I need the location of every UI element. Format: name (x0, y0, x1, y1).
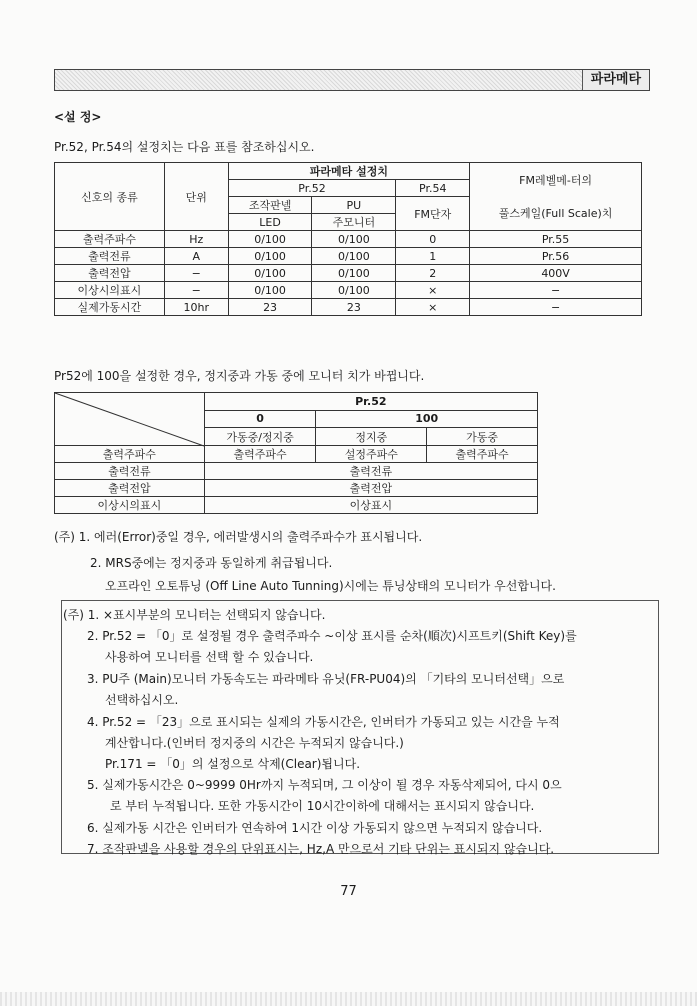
cell-pu: 0/100 (312, 282, 396, 299)
note2-line: 7. 조작판넬을 사용할 경우의 단위표시는, Hz,A 만으로서 기타 단위는 표시되지 않습니다. (87, 842, 555, 856)
cell: 출력주파수 (427, 446, 538, 463)
header-pr52: Pr.52 (228, 180, 396, 197)
cell-pr54: 2 (396, 265, 470, 282)
table-row (55, 248, 642, 265)
header-fm: FM레벨메-터의 (470, 163, 642, 197)
note2-line: 선택하십시오. (105, 693, 179, 707)
header-run: 가동중 (427, 428, 538, 446)
cell-merged: 출력전압 (204, 480, 537, 497)
header-bar (54, 69, 650, 91)
header-pr52: Pr.52 (204, 393, 537, 411)
cell-merged: 출력전류 (204, 463, 537, 480)
table-row (55, 231, 642, 248)
note2-line: 계산합니다.(인버터 정지중의 시간은 누적되지 않습니다.) (105, 736, 404, 750)
cell-led: 0/100 (228, 265, 312, 282)
cell-signal: 이상시의표시 (55, 282, 165, 299)
row-label: 출력주파수 (55, 446, 205, 463)
diagonal-line (54, 392, 206, 448)
table-row (55, 463, 538, 480)
monitor-table-wrap (54, 392, 538, 516)
cell-unit: Hz (164, 231, 228, 248)
note1-2b: 오프라인 오토튜닝 (Off Line Auto Tunning)시에는 튜닝상태의 모니터가 우선합니다. (105, 579, 556, 593)
cell-led: 0/100 (228, 231, 312, 248)
row-label: 출력전류 (55, 463, 205, 480)
mid-text: Pr52에 100을 설정한 경우, 정지중과 가동 중에 모니터 치가 바뀝니다. (54, 369, 425, 383)
cell-fm: 400V (470, 265, 642, 282)
note2-line: (주) 1. ×표시부분의 모니터는 선택되지 않습니다. (63, 608, 326, 622)
cell-fm: − (470, 282, 642, 299)
header-pu-2: 주모니터 (312, 214, 396, 231)
cell-pr54: × (396, 299, 470, 316)
cell-unit: − (164, 282, 228, 299)
cell-unit: 10hr (164, 299, 228, 316)
cell: 출력주파수 (204, 446, 316, 463)
cell-pu: 0/100 (312, 248, 396, 265)
cell-unit: A (164, 248, 228, 265)
cell-fm: − (470, 299, 642, 316)
scan-edge (0, 992, 697, 1006)
cell-led: 0/100 (228, 282, 312, 299)
header-param: 파라메타 설정치 (228, 163, 470, 180)
table-row (55, 446, 538, 463)
intro-text: Pr.52, Pr.54의 설정치는 다음 표를 참조하십시오. (54, 140, 315, 154)
header-led-2: LED (228, 214, 312, 231)
settings-table (54, 162, 642, 316)
cell-fm: Pr.55 (470, 231, 642, 248)
cell-signal: 출력전압 (55, 265, 165, 282)
cell-signal: 실제가동시간 (55, 299, 165, 316)
row-label: 이상시의표시 (55, 497, 205, 514)
table-row (55, 265, 642, 282)
header-unit: 단위 (164, 163, 228, 231)
cell-pu: 23 (312, 299, 396, 316)
note2-line: 사용하여 모니터를 선택 할 수 있습니다. (105, 650, 314, 664)
note2-line: 2. Pr.52 = 「0」로 설정될 경우 출력주파수 ~이상 표시를 순차(順次)시프트키(Shift Key)를 (87, 629, 577, 643)
note2-line: Pr.171 = 「0」의 설정으로 삭제(Clear)됩니다. (105, 757, 361, 771)
table-row (55, 282, 642, 299)
header-fm-2: 풀스케일(Full Scale)치 (470, 197, 642, 231)
header-fm-terminal: FM단자 (396, 197, 470, 231)
note2-line: 3. PU주 (Main)모니터 가동속도는 파라메타 유닛(FR-PU04)의 「기타의 모니터선택」으로 (87, 672, 565, 686)
header-signal: 신호의 종류 (55, 163, 165, 231)
table-row (55, 497, 538, 514)
cell-unit: − (164, 265, 228, 282)
cell-fm: Pr.56 (470, 248, 642, 265)
cell-signal: 출력주파수 (55, 231, 165, 248)
cell: 설정주파수 (316, 446, 427, 463)
note2-line: 5. 실제가동시간은 0~9999 0Hr까지 누적되며, 그 이상이 될 경우 자동삭제되어, 다시 0으 (87, 778, 562, 792)
header-pr54: Pr.54 (396, 180, 470, 197)
cell-signal: 출력전류 (55, 248, 165, 265)
cell-merged: 이상표시 (204, 497, 537, 514)
cell-pr54: × (396, 282, 470, 299)
table-row (55, 299, 642, 316)
header-0: 0 (204, 410, 316, 428)
note2-line: 로 부터 누적됩니다. 또한 가동시간이 10시간이하에 대해서는 표시되지 않습니다. (110, 799, 535, 813)
cell-led: 23 (228, 299, 312, 316)
note2-line: 6. 실제가동 시간은 인버터가 연속하여 1시간 이상 가동되지 않으면 누적되지 않습니다. (87, 821, 543, 835)
note1-2: 2. MRS중에는 정지중과 동일하게 취급됩니다. (90, 556, 333, 570)
cell-pu: 0/100 (312, 265, 396, 282)
cell-led: 0/100 (228, 248, 312, 265)
header-led-1: 조작판넬 (228, 197, 312, 214)
cell-pr54: 1 (396, 248, 470, 265)
note2-line: 4. Pr.52 = 「23」으로 표시되는 실제의 가동시간은, 인버터가 가동되고 있는 시간을 누적 (87, 715, 560, 729)
header-run-stop: 가동중/정지중 (204, 428, 316, 446)
header-100: 100 (316, 410, 538, 428)
cell-pr54: 0 (396, 231, 470, 248)
page-number: 77 (340, 884, 357, 899)
header-pu-1: PU (312, 197, 396, 214)
section-title: <설 정> (54, 110, 102, 124)
header-stop: 정지중 (316, 428, 427, 446)
note1-1: (주) 1. 에러(Error)중일 경우, 에러발생시의 출력주파수가 표시됩니다. (54, 530, 423, 544)
cell-pu: 0/100 (312, 231, 396, 248)
row-label: 출력전압 (55, 480, 205, 497)
header-label: 파라메타 (582, 70, 649, 90)
table-row (55, 480, 538, 497)
